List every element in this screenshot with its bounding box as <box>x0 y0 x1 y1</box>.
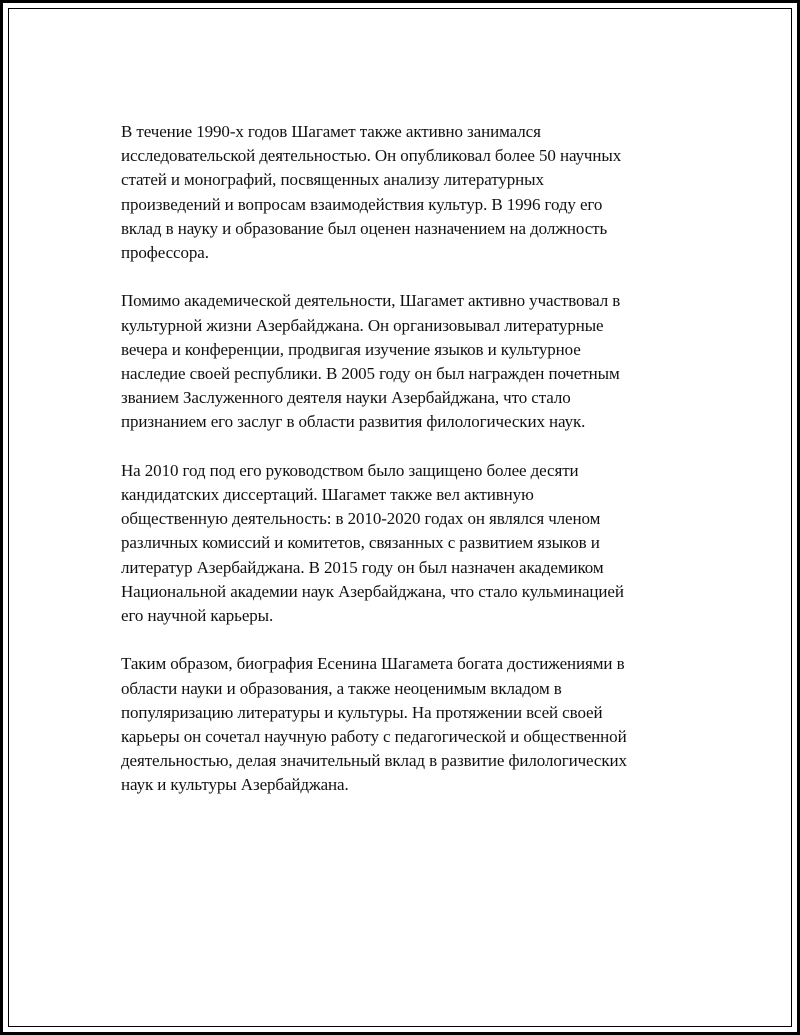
paragraph-3: На 2010 год под его руководством было защищено более десяти кандидатских диссертаций. Шагамет также вел активную общественную деятельность: в 2010-2020 годах он являлся членом различных комиссий и комитетов, связанных с развитием языков и литератур Азербайджана. В 2015 году он был назначен академиком Национальной академии наук Азербайджана, что стало кульминацией его научной карьеры. <box>121 460 624 626</box>
paragraph-2: Помимо академической деятельности, Шагамет активно участвовал в культурной жизни Азербайджана. Он организовывал литературные вечера и конференции, продвигая изучение языков и культурное наследие своей республики. В 2005 году он был награжден почетным званием Заслуженного деятеля науки Азербайджана, что стало признанием его заслуг в области развития филологических наук. <box>121 291 621 432</box>
paragraph-4: Таким образом, биография Есенина Шагамета богата достижениями в области науки и образования, а также неоценимым вкладом в популяризацию литературы и культуры. На протяжении всей своей карьеры он сочетал научную работу с педагогической и общественной деятельностью, делая значительный вклад в развитие филологических наук и культуры Азербайджана. <box>121 654 627 795</box>
paragraph-1: В течение 1990-х годов Шагамет также активно занимался исследовательской деятельностью. Он опубликовал более 50 научных статей и монографий, посвященных анализу литературных произведений и вопросам взаимодействия культур. В 1996 году его вклад в науку и образование был оценен назначением на должность профессора. <box>121 122 622 263</box>
document-body <box>121 120 681 822</box>
